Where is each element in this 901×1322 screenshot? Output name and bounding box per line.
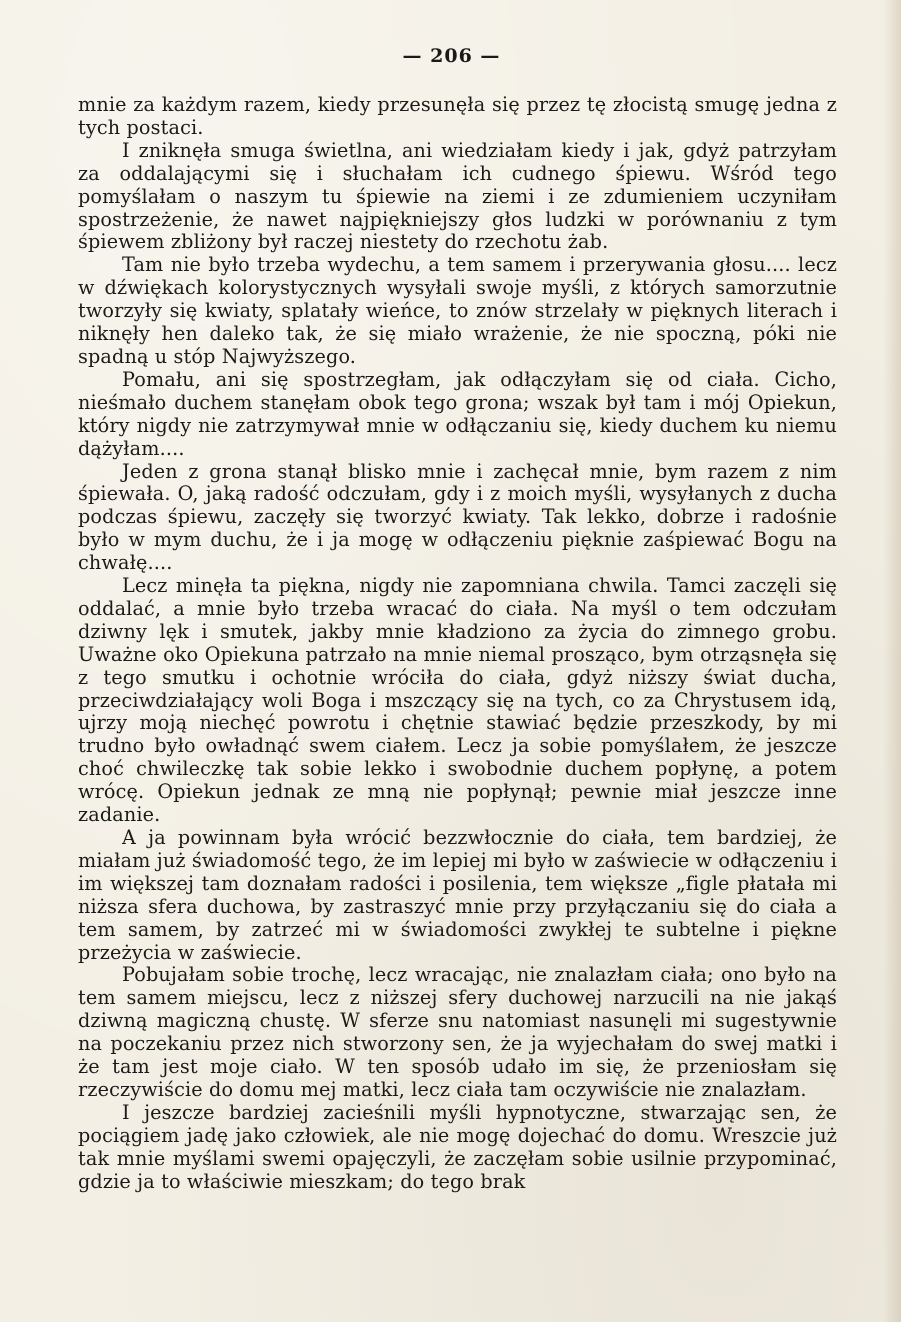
paragraph-3: Tam nie było trzeba wydechu, a tem samem i przerywania głosu.... lecz w dźwiękach kolorystycznych wysyłali swoje myśli, z których samorzutnie tworzyły się kwiaty, splatały wieńce, to znów strzelały w pięknych literach i niknęły hen daleko tak, że się miało wrażenie, że nie spoczną, póki nie spadną u stóp Najwyższego.: [78, 253, 837, 368]
paragraph-9: I jeszcze bardziej zacieśnili myśli hypnotyczne, stwarzając sen, że pociągiem jadę jako człowiek, ale nie mogę dojechać do domu. Wreszcie już tak mnie myślami swemi opajęczyli, że zaczęłam sobie usilnie przypominać, gdzie ja to właściwie mieszkam; do tego brak: [78, 1100, 837, 1193]
paragraph-1: mnie za każdym razem, kiedy przesunęła się przez tę złocistą smugę jedna z tych postaci.: [78, 93, 837, 139]
page-edge-shadow: [883, 0, 901, 1322]
paragraph-4: Pomału, ani się spostrzegłam, jak odłączyłam się od ciała. Cicho, nieśmało duchem stanęłam obok tego grona; wszak był tam i mój Opiekun, który nigdy nie zatrzymywał mnie w odłączaniu się, kiedy duchem ku niemu dążyłam....: [78, 367, 837, 460]
paragraph-7: A ja powinnam była wrócić bezzwłocznie do ciała, tem bardziej, że miałam już świadomość tego, że im lepiej mi było w zaświecie w odłączeniu i im większej tam doznałam radości i posilenia, tem większe „figle płatała mi niższa sfera duchowa, by zastraszyć mnie przy przyłączaniu się do ciała a tem samem, by zatrzeć mi w świadomości zwykłej te subtelne i piękne przeżycia w zaświecie.: [78, 826, 837, 964]
page-number: — 206 —: [402, 45, 501, 67]
paragraph-2: I zniknęła smuga świetlna, ani wiedziałam kiedy i jak, gdyż patrzyłam za oddalającymi się i słuchałam ich cudnego śpiewu. Wśród tego pomyślałam o naszym tu śpiewie na ziemi i ze zdumieniem uczyniłam spostrzeżenie, że nawet najpiękniejszy głos ludzki w porównaniu z tym śpiewem zbliżony był raczej niestety do rzechotu żab.: [78, 138, 837, 254]
paragraph-5: Jeden z grona stanął blisko mnie i zachęcał mnie, bym razem z nim śpiewała. O, jaką radość odczułam, gdy i z moich myśli, wysyłanych z ducha podczas śpiewu, zaczęły się tworzyć kwiaty. Tak lekko, dobrze i radośnie było w mym duchu, że i ja mogę w odłączeniu pięknie zaśpiewać Bogu na chwałę....: [78, 459, 837, 575]
paragraph-8: Pobujałam sobie trochę, lecz wracając, nie znalazłam ciała; ono było na tem samem miejscu, lecz z niższej sfery duchowej narzucili na nie jakąś dziwną magiczną chustę. W sferze snu natomiast nasunęli mi sugestywnie na poczekaniu przez nich stworzony sen, że ja wyjechałam do swej matki i że tam jest moje ciało. W ten sposób udało im się, że przeniosłam się rzeczywiście do domu mej matki, lecz ciała tam oczywiście nie znalazłam.: [78, 963, 837, 1101]
body-text: [78, 94, 837, 1194]
paragraph-6: Lecz minęła ta piękna, nigdy nie zapomniana chwila. Tamci zaczęli się oddalać, a mnie było trzeba wracać do ciała. Na myśl o tem odczułam dziwny lęk i smutek, jakby mnie kładziono za życia do zimnego grobu. Uważne oko Opiekuna patrzało na mnie niemal prosząco, bym otrząsnęła się z tego smutku i ochotnie wróciła do ciała, gdyż niższy świat ducha, przeciwdziałający woli Boga i mszczący się na tych, co za Chrystusem idą, ujrzy moją niechęć powrotu i chętnie stawiać będzie przeszkody, by mi trudno było owładnąć swem ciałem. Lecz ja sobie pomyślałem, że jeszcze choć chwileczkę tak sobie lekko i swobodnie duchem popłynę, a potem wrócę. Opiekun jednak ze mną nie popłynął; pewnie miał jeszcze inne zadanie.: [78, 574, 837, 827]
